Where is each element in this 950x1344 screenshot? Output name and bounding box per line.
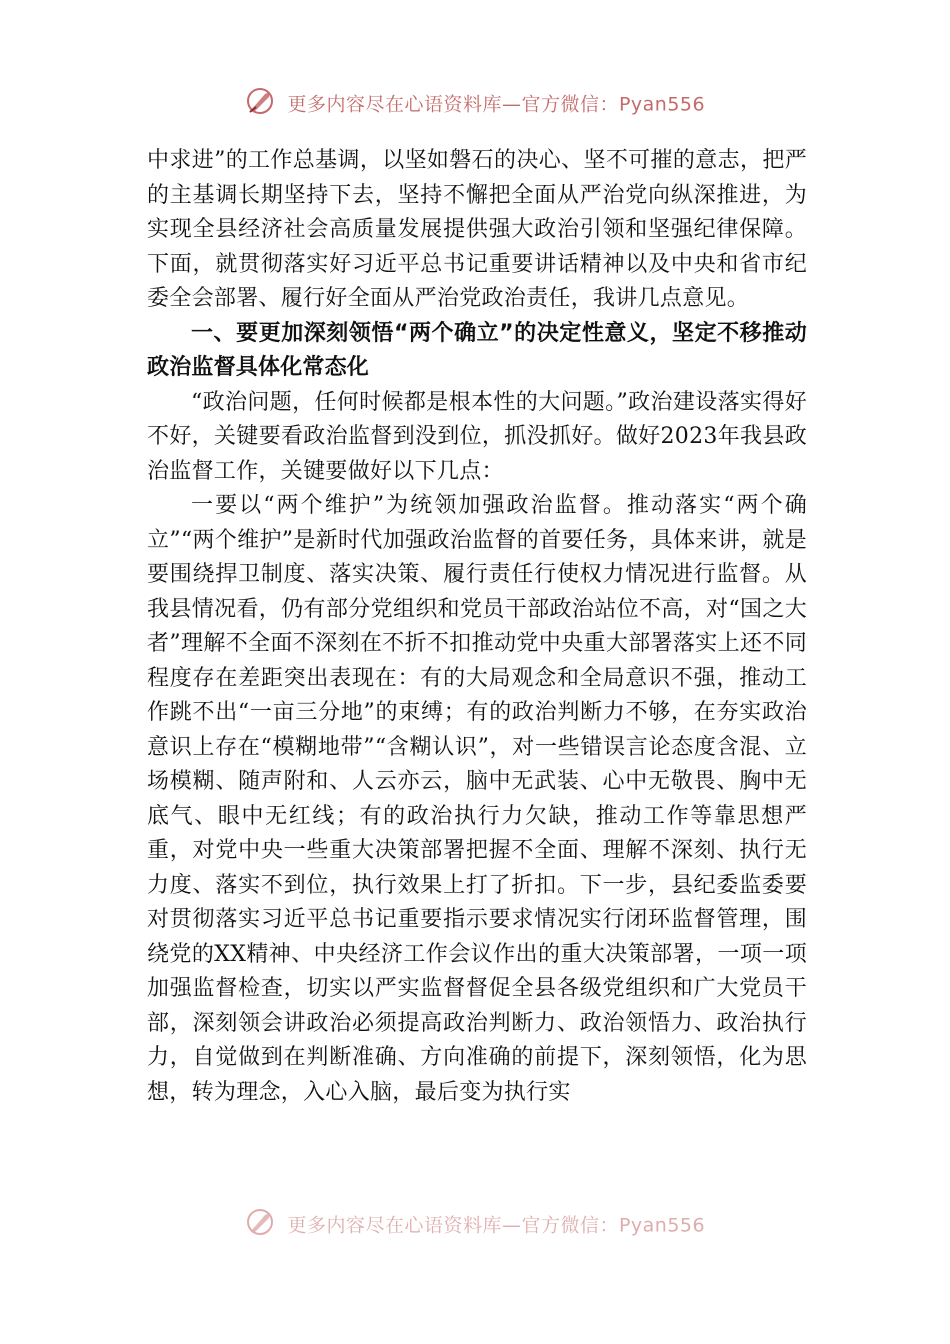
paragraph-two-safeguards: 一要以“两个维护”为统领加强政治监督。推动落实“两个确立”“两个维护”是新时代加强政治监督的首要任务，具体来讲，就是要围绕捍卫制度、落实决策、履行责任行使权力情况进行监督。从我县情况看，仍有部分党组织和党员干部政治站位不高，对“国之大者”理解不全面不深刻在不折不扣推动党中央重大部署落实上还不同程度存在差距突出表现在：有的大局观念和全局意识不强，推动工作跳不出“一亩三分地”的束缚；有的政治判断力不够，在夯实政治意识上存在“模糊地带”“含糊认识”，对一些错误言论态度含混、立场模糊、随声附和、人云亦云，脑中无武装、心中无敬畏、胸中无底气、眼中无红线；有的政治执行力欠缺，推动工作等靠思想严重，对党中央一些重大决策部署把握不全面、理解不深刻、执行无力度、落实不到位，执行效果上打了折扣。下一步，县纪委监委要对贯彻落实习近平总书记重要指示要求情况实行闭环监督管理，围绕党的XX精神、中央经济工作会议作出的重大决策部署，一项一项加强监督检查，切实以严实监督督促全县各级党组织和广大党员干部，深刻领会讲政治必须提高政治判断力、政治领悟力、政治执行力，自觉做到在判断准确、方向准确的前提下，深刻领悟，化为思想，转为理念，入心入脑，最后变为执行实	[147, 493, 807, 1105]
footer-watermark	[0, 1209, 950, 1239]
watermark-text: 更多内容尽在心语资料库—官方微信：Pyan556	[287, 93, 706, 116]
paragraph-intro: 中求进”的工作总基调，以坚如磐石的决心、坚不可摧的意志，把严的主基调长期坚持下去，坚持不懈把全面从严治党向纵深推进，为实现全县经济社会高质量发展提供强大政治引领和坚强纪律保障。下面，就贯彻落实好习近平总书记重要讲话精神以及中央和省市纪委全会部署、履行好全面从严治党政治责任，我讲几点意见。	[147, 148, 807, 311]
footer-watermark-text: 更多内容尽在心语资料库—官方微信：Pyan556	[287, 1214, 706, 1237]
feather-pen-logo-icon-footer	[245, 1207, 275, 1237]
document-body	[147, 144, 807, 1110]
section-heading-1: 一、要更加深刻领悟“两个确立”的决定性意义，坚定不移推动政治监督具体化常态化	[147, 320, 807, 380]
feather-pen-logo-icon	[245, 86, 275, 116]
header-watermark	[0, 88, 950, 118]
paragraph-political-question: “政治问题，任何时候都是根本性的大问题。”政治建设落实得好不好，关键要看政治监督到没到位，抓没抓好。做好2023年我县政治监督工作，关键要做好以下几点：	[147, 389, 807, 484]
